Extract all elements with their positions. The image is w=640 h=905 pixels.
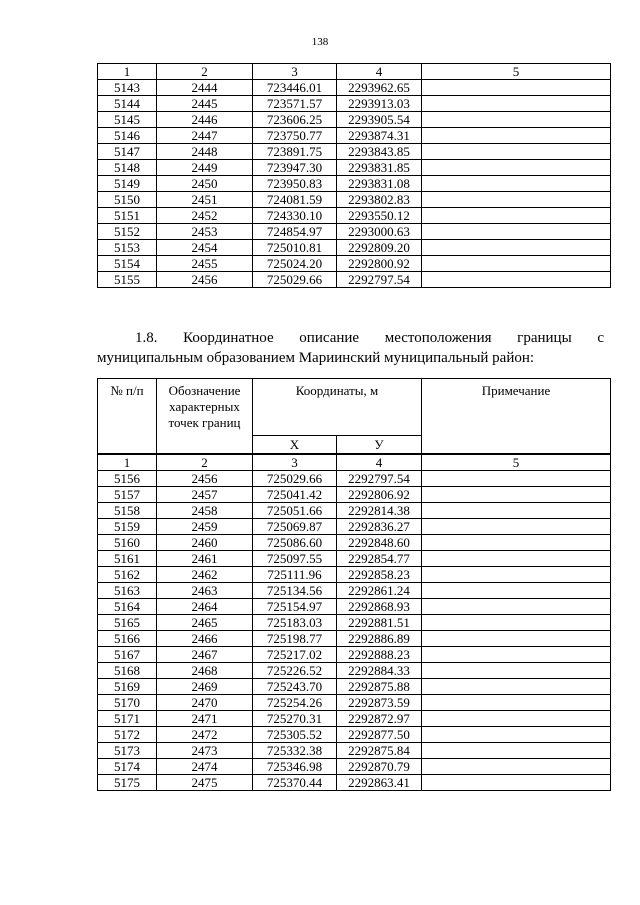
cell-note xyxy=(422,711,611,727)
cell-note xyxy=(422,615,611,631)
cell-note xyxy=(422,208,611,224)
header-x: X xyxy=(253,436,337,455)
table-row xyxy=(98,224,611,240)
cell-note xyxy=(422,96,611,112)
table-row xyxy=(98,96,611,112)
cell-note xyxy=(422,647,611,663)
cell-boundary-point: 2446 xyxy=(157,112,253,128)
heading-word: Координатное xyxy=(183,330,274,346)
column-number: 3 xyxy=(253,64,337,80)
cell-y-coordinate: 2293802.83 xyxy=(337,192,422,208)
column-number: 2 xyxy=(157,64,253,80)
cell-point-number: 5159 xyxy=(98,519,157,535)
table-row xyxy=(98,208,611,224)
table-row xyxy=(98,535,611,551)
cell-y-coordinate: 2292836.27 xyxy=(337,519,422,535)
column-number: 1 xyxy=(98,454,157,471)
cell-y-coordinate: 2292875.88 xyxy=(337,679,422,695)
cell-note xyxy=(422,663,611,679)
table-row xyxy=(98,647,611,663)
table-row xyxy=(98,583,611,599)
cell-point-number: 5166 xyxy=(98,631,157,647)
table-row xyxy=(98,615,611,631)
header-coordinates: Координаты, м xyxy=(253,379,422,436)
cell-point-number: 5145 xyxy=(98,112,157,128)
cell-note xyxy=(422,112,611,128)
heading-word: 1.8. xyxy=(135,330,158,346)
coordinates-table-continued xyxy=(97,63,611,288)
cell-boundary-point: 2452 xyxy=(157,208,253,224)
cell-point-number: 5143 xyxy=(98,80,157,96)
cell-boundary-point: 2455 xyxy=(157,256,253,272)
cell-note xyxy=(422,272,611,288)
cell-x-coordinate: 723950.83 xyxy=(253,176,337,192)
cell-boundary-point: 2466 xyxy=(157,631,253,647)
cell-x-coordinate: 725024.20 xyxy=(253,256,337,272)
table-row xyxy=(98,695,611,711)
bottom-table-body xyxy=(98,471,611,791)
cell-point-number: 5174 xyxy=(98,759,157,775)
cell-y-coordinate: 2292875.84 xyxy=(337,743,422,759)
cell-note xyxy=(422,695,611,711)
cell-point-number: 5173 xyxy=(98,743,157,759)
cell-point-number: 5163 xyxy=(98,583,157,599)
cell-boundary-point: 2454 xyxy=(157,240,253,256)
cell-y-coordinate: 2292884.33 xyxy=(337,663,422,679)
cell-point-number: 5170 xyxy=(98,695,157,711)
cell-note xyxy=(422,256,611,272)
cell-y-coordinate: 2292854.77 xyxy=(337,551,422,567)
table-row xyxy=(98,144,611,160)
cell-boundary-point: 2464 xyxy=(157,599,253,615)
cell-x-coordinate: 725254.26 xyxy=(253,695,337,711)
cell-boundary-point: 2460 xyxy=(157,535,253,551)
cell-x-coordinate: 724330.10 xyxy=(253,208,337,224)
cell-note xyxy=(422,743,611,759)
cell-y-coordinate: 2292806.92 xyxy=(337,487,422,503)
cell-boundary-point: 2453 xyxy=(157,224,253,240)
cell-boundary-point: 2472 xyxy=(157,727,253,743)
heading-word: местоположения xyxy=(384,330,492,346)
cell-point-number: 5144 xyxy=(98,96,157,112)
cell-x-coordinate: 725305.52 xyxy=(253,727,337,743)
cell-x-coordinate: 725154.97 xyxy=(253,599,337,615)
cell-x-coordinate: 723606.25 xyxy=(253,112,337,128)
cell-point-number: 5150 xyxy=(98,192,157,208)
cell-note xyxy=(422,519,611,535)
cell-x-coordinate: 725111.96 xyxy=(253,567,337,583)
table-row xyxy=(98,128,611,144)
cell-point-number: 5167 xyxy=(98,647,157,663)
cell-point-number: 5175 xyxy=(98,775,157,791)
cell-x-coordinate: 725183.03 xyxy=(253,615,337,631)
cell-boundary-point: 2457 xyxy=(157,487,253,503)
cell-boundary-point: 2468 xyxy=(157,663,253,679)
table-row xyxy=(98,775,611,791)
cell-x-coordinate: 725134.56 xyxy=(253,583,337,599)
cell-point-number: 5165 xyxy=(98,615,157,631)
table-row xyxy=(98,240,611,256)
cell-note xyxy=(422,727,611,743)
cell-y-coordinate: 2292861.24 xyxy=(337,583,422,599)
cell-note xyxy=(422,80,611,96)
column-number: 5 xyxy=(422,454,611,471)
cell-point-number: 5155 xyxy=(98,272,157,288)
cell-y-coordinate: 2292797.54 xyxy=(337,471,422,487)
cell-boundary-point: 2449 xyxy=(157,160,253,176)
cell-x-coordinate: 723891.75 xyxy=(253,144,337,160)
cell-point-number: 5164 xyxy=(98,599,157,615)
table-row xyxy=(98,112,611,128)
table-row xyxy=(98,727,611,743)
table-row xyxy=(98,471,611,487)
cell-x-coordinate: 723947.30 xyxy=(253,160,337,176)
cell-x-coordinate: 724854.97 xyxy=(253,224,337,240)
cell-note xyxy=(422,176,611,192)
cell-point-number: 5151 xyxy=(98,208,157,224)
cell-y-coordinate: 2293913.03 xyxy=(337,96,422,112)
column-number-row xyxy=(98,454,611,471)
cell-point-number: 5162 xyxy=(98,567,157,583)
cell-point-number: 5161 xyxy=(98,551,157,567)
cell-note xyxy=(422,679,611,695)
cell-x-coordinate: 724081.59 xyxy=(253,192,337,208)
cell-note xyxy=(422,487,611,503)
cell-boundary-point: 2447 xyxy=(157,128,253,144)
table-row xyxy=(98,663,611,679)
column-number: 2 xyxy=(157,454,253,471)
cell-note xyxy=(422,599,611,615)
cell-y-coordinate: 2292868.93 xyxy=(337,599,422,615)
cell-boundary-point: 2470 xyxy=(157,695,253,711)
column-number: 5 xyxy=(422,64,611,80)
cell-point-number: 5154 xyxy=(98,256,157,272)
table-row xyxy=(98,256,611,272)
header-y: У xyxy=(337,436,422,455)
cell-y-coordinate: 2292848.60 xyxy=(337,535,422,551)
page-number: 138 xyxy=(311,36,329,48)
cell-note xyxy=(422,144,611,160)
cell-x-coordinate: 725029.66 xyxy=(253,272,337,288)
cell-note xyxy=(422,775,611,791)
cell-y-coordinate: 2292809.20 xyxy=(337,240,422,256)
cell-point-number: 5152 xyxy=(98,224,157,240)
cell-x-coordinate: 725086.60 xyxy=(253,535,337,551)
cell-note xyxy=(422,759,611,775)
cell-x-coordinate: 725041.42 xyxy=(253,487,337,503)
table-row xyxy=(98,192,611,208)
cell-y-coordinate: 2292873.59 xyxy=(337,695,422,711)
cell-point-number: 5147 xyxy=(98,144,157,160)
section-paragraph xyxy=(97,328,604,368)
cell-boundary-point: 2456 xyxy=(157,471,253,487)
cell-note xyxy=(422,535,611,551)
cell-y-coordinate: 2292872.97 xyxy=(337,711,422,727)
cell-boundary-point: 2469 xyxy=(157,679,253,695)
table-row xyxy=(98,272,611,288)
cell-x-coordinate: 725270.31 xyxy=(253,711,337,727)
cell-x-coordinate: 723446.01 xyxy=(253,80,337,96)
cell-boundary-point: 2465 xyxy=(157,615,253,631)
cell-note xyxy=(422,128,611,144)
cell-y-coordinate: 2292870.79 xyxy=(337,759,422,775)
cell-y-coordinate: 2293874.31 xyxy=(337,128,422,144)
cell-boundary-point: 2451 xyxy=(157,192,253,208)
cell-note xyxy=(422,551,611,567)
cell-point-number: 5149 xyxy=(98,176,157,192)
cell-boundary-point: 2474 xyxy=(157,759,253,775)
table-row xyxy=(98,759,611,775)
cell-boundary-point: 2467 xyxy=(157,647,253,663)
cell-x-coordinate: 725332.38 xyxy=(253,743,337,759)
column-number: 3 xyxy=(253,454,337,471)
cell-x-coordinate: 725051.66 xyxy=(253,503,337,519)
column-number: 4 xyxy=(337,454,422,471)
cell-y-coordinate: 2292886.89 xyxy=(337,631,422,647)
cell-x-coordinate: 725097.55 xyxy=(253,551,337,567)
header-number: № п/п xyxy=(98,379,157,455)
cell-boundary-point: 2461 xyxy=(157,551,253,567)
cell-y-coordinate: 2292881.51 xyxy=(337,615,422,631)
header-designation: Обозначение характерных точек границ xyxy=(157,379,253,455)
cell-point-number: 5160 xyxy=(98,535,157,551)
cell-note xyxy=(422,631,611,647)
cell-point-number: 5169 xyxy=(98,679,157,695)
cell-note xyxy=(422,160,611,176)
cell-y-coordinate: 2293962.65 xyxy=(337,80,422,96)
column-number: 4 xyxy=(337,64,422,80)
table-row xyxy=(98,567,611,583)
cell-point-number: 5158 xyxy=(98,503,157,519)
cell-point-number: 5146 xyxy=(98,128,157,144)
cell-note xyxy=(422,567,611,583)
cell-y-coordinate: 2292814.38 xyxy=(337,503,422,519)
cell-x-coordinate: 723750.77 xyxy=(253,128,337,144)
cell-y-coordinate: 2292800.92 xyxy=(337,256,422,272)
cell-boundary-point: 2445 xyxy=(157,96,253,112)
top-table-body xyxy=(98,80,611,288)
table-row xyxy=(98,176,611,192)
cell-boundary-point: 2448 xyxy=(157,144,253,160)
table-row xyxy=(98,160,611,176)
section-heading-continuation: муниципальным образованием Мариинский муниципальный район: xyxy=(97,350,535,366)
cell-note xyxy=(422,503,611,519)
heading-word: описание xyxy=(299,330,360,346)
cell-x-coordinate: 725243.70 xyxy=(253,679,337,695)
cell-y-coordinate: 2292877.50 xyxy=(337,727,422,743)
cell-y-coordinate: 2293831.08 xyxy=(337,176,422,192)
cell-boundary-point: 2458 xyxy=(157,503,253,519)
section-heading-line xyxy=(97,328,604,348)
column-number-row xyxy=(98,64,611,80)
cell-boundary-point: 2475 xyxy=(157,775,253,791)
cell-note xyxy=(422,224,611,240)
cell-point-number: 5148 xyxy=(98,160,157,176)
header-note: Примечание xyxy=(422,379,611,455)
cell-boundary-point: 2456 xyxy=(157,272,253,288)
cell-point-number: 5171 xyxy=(98,711,157,727)
cell-boundary-point: 2444 xyxy=(157,80,253,96)
cell-boundary-point: 2471 xyxy=(157,711,253,727)
cell-boundary-point: 2473 xyxy=(157,743,253,759)
table-row xyxy=(98,599,611,615)
cell-point-number: 5156 xyxy=(98,471,157,487)
table-row xyxy=(98,711,611,727)
coordinates-table xyxy=(97,378,611,791)
cell-note xyxy=(422,583,611,599)
table-row xyxy=(98,679,611,695)
cell-x-coordinate: 725010.81 xyxy=(253,240,337,256)
cell-y-coordinate: 2293550.12 xyxy=(337,208,422,224)
cell-x-coordinate: 725198.77 xyxy=(253,631,337,647)
cell-x-coordinate: 725346.98 xyxy=(253,759,337,775)
cell-y-coordinate: 2293831.85 xyxy=(337,160,422,176)
cell-y-coordinate: 2293000.63 xyxy=(337,224,422,240)
cell-point-number: 5172 xyxy=(98,727,157,743)
cell-x-coordinate: 725226.52 xyxy=(253,663,337,679)
cell-y-coordinate: 2293843.85 xyxy=(337,144,422,160)
cell-y-coordinate: 2293905.54 xyxy=(337,112,422,128)
table-row xyxy=(98,631,611,647)
cell-boundary-point: 2459 xyxy=(157,519,253,535)
table-row xyxy=(98,487,611,503)
cell-y-coordinate: 2292797.54 xyxy=(337,272,422,288)
cell-note xyxy=(422,471,611,487)
cell-x-coordinate: 725370.44 xyxy=(253,775,337,791)
cell-boundary-point: 2462 xyxy=(157,567,253,583)
cell-y-coordinate: 2292888.23 xyxy=(337,647,422,663)
cell-note xyxy=(422,192,611,208)
cell-x-coordinate: 723571.57 xyxy=(253,96,337,112)
cell-boundary-point: 2450 xyxy=(157,176,253,192)
cell-boundary-point: 2463 xyxy=(157,583,253,599)
cell-note xyxy=(422,240,611,256)
column-number: 1 xyxy=(98,64,157,80)
table-row xyxy=(98,551,611,567)
heading-word: с xyxy=(597,330,604,346)
cell-x-coordinate: 725029.66 xyxy=(253,471,337,487)
table-row xyxy=(98,503,611,519)
cell-y-coordinate: 2292858.23 xyxy=(337,567,422,583)
cell-x-coordinate: 725069.87 xyxy=(253,519,337,535)
table-row xyxy=(98,80,611,96)
cell-point-number: 5157 xyxy=(98,487,157,503)
heading-word: границы xyxy=(517,330,572,346)
table-row xyxy=(98,743,611,759)
cell-point-number: 5153 xyxy=(98,240,157,256)
table-row xyxy=(98,519,611,535)
cell-y-coordinate: 2292863.41 xyxy=(337,775,422,791)
cell-x-coordinate: 725217.02 xyxy=(253,647,337,663)
cell-point-number: 5168 xyxy=(98,663,157,679)
